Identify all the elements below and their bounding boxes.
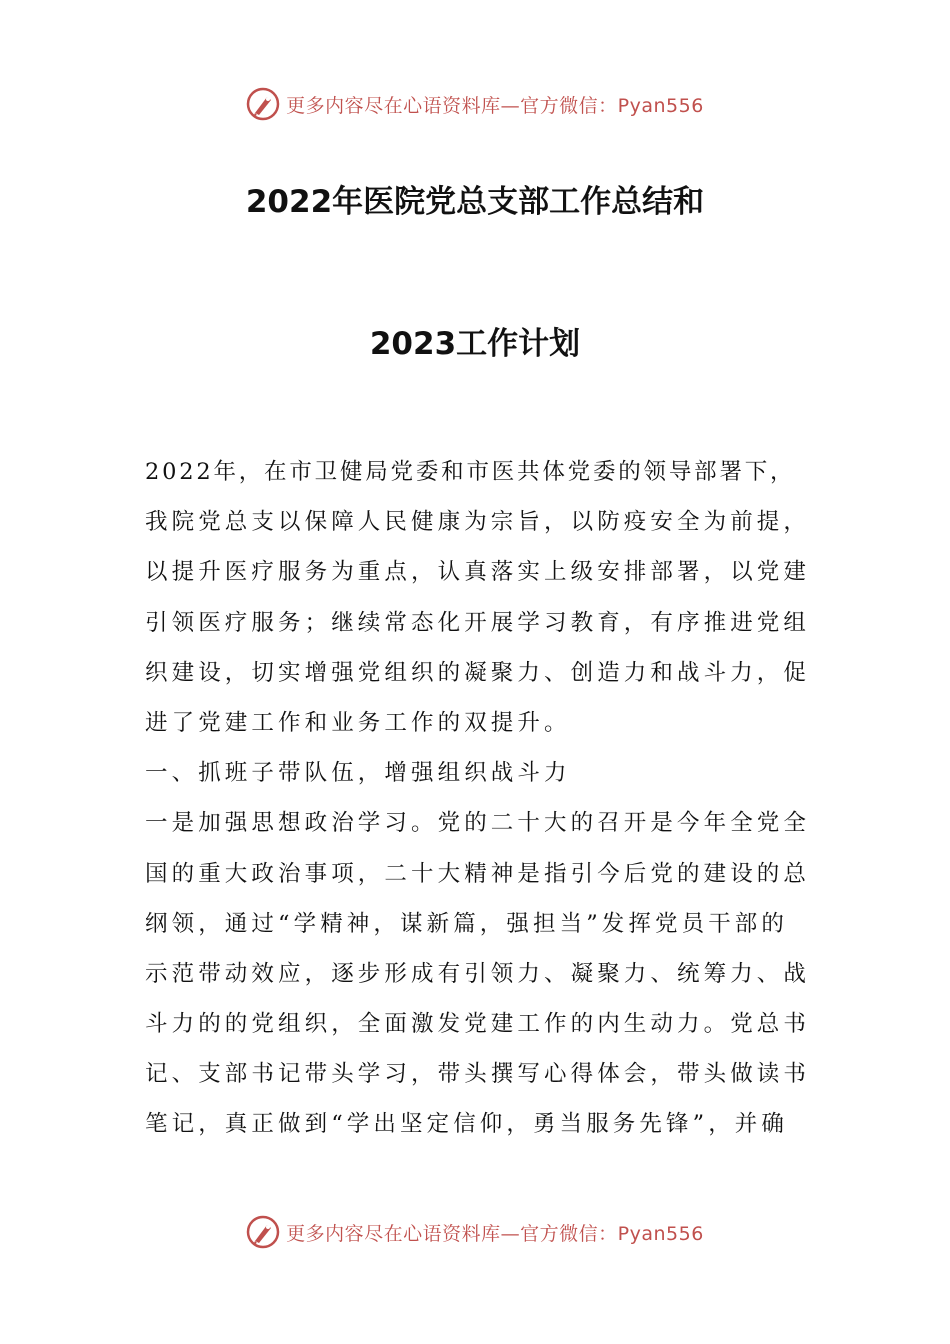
body-line: 2022年，在市卫健局党委和市医共体党委的领导部署下， <box>145 459 796 485</box>
body-line: 笔记，真正做到“学出坚定信仰，勇当服务先锋”，并确 <box>145 1111 789 1138</box>
body-line: 国的重大政治事项，二十大精神是指引今后党的建设的总 <box>145 860 811 887</box>
pen-nib-logo-icon <box>246 87 280 121</box>
watermark-id: Pyan556 <box>617 94 704 117</box>
watermark-footer <box>0 1212 950 1252</box>
section-heading: 一、抓班子带队伍，增强组织战斗力 <box>145 760 571 787</box>
body-line: 记、支部书记带头学习，带头撰写心得体会，带头做读书 <box>145 1061 811 1088</box>
document-title-line-1: 2022年医院党总支部工作总结和 <box>245 184 705 220</box>
document-title-line-2: 2023工作计划 <box>369 326 581 362</box>
body-line: 以提升医疗服务为重点，认真落实上级安排部署，以党建 <box>145 559 811 586</box>
watermark-text: 更多内容尽在心语资料库—官方微信：Pyan556 <box>286 1222 704 1245</box>
body-line: 斗力的的党组织，全面激发党建工作的内生动力。党总书 <box>145 1011 811 1038</box>
body-line: 进了党建工作和业务工作的双提升。 <box>145 709 571 736</box>
body-line: 示范带动效应，逐步形成有引领力、凝聚力、统筹力、战 <box>145 960 811 987</box>
body-line: 一是加强思想政治学习。党的二十大的召开是今年全党全 <box>145 810 811 837</box>
watermark-text: 更多内容尽在心语资料库—官方微信：Pyan556 <box>286 94 704 117</box>
body-line: 我院党总支以保障人民健康为宗旨，以防疫安全为前提， <box>145 509 811 536</box>
document-body <box>145 452 811 1155</box>
body-line: 纲领，通过“学精神，谋新篇，强担当”发挥党员干部的 <box>145 910 789 937</box>
pen-nib-logo-icon <box>246 1215 280 1249</box>
body-line: 引领医疗服务；继续常态化开展学习教育，有序推进党组 <box>145 609 811 636</box>
watermark-header <box>0 84 950 124</box>
watermark-id: Pyan556 <box>617 1222 704 1245</box>
body-line: 织建设，切实增强党组织的凝聚力、创造力和战斗力，促 <box>145 659 811 686</box>
